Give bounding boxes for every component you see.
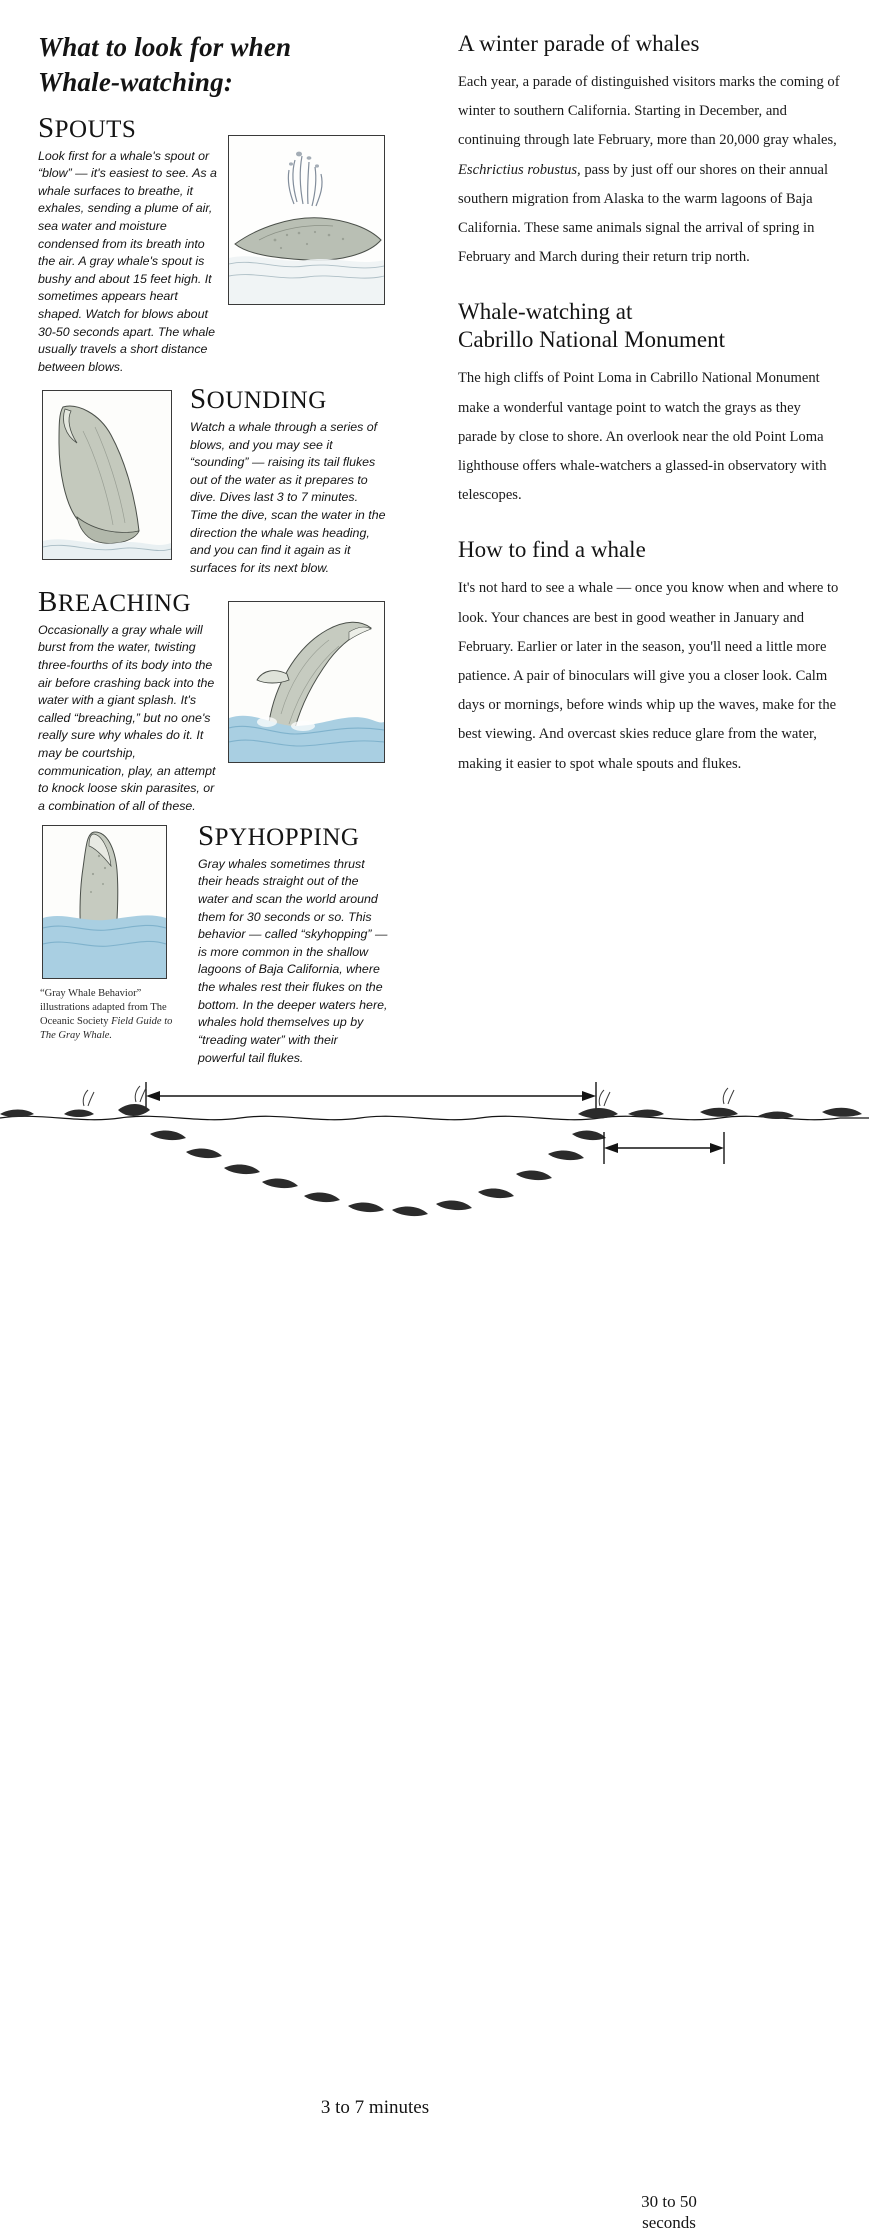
paragraph-winter-parade [458, 68, 840, 272]
section-breaching-body: Occasionally a gray whale will burst from the water, twisting three-fourths of its body into the air before crashing back into the water with a giant splash. It's called “breaching,” but no one's really sure why whales do it. It may be courtship, communication, play, an attempt to knock loose skin parasites, or a combination of all of these. [38, 622, 216, 813]
section-spouts-body: Look first for a whale's spout or “blow” — it's easiest to see. As a whale surfaces to breathe, it exhales, sending a plume of air, sea water and moisture condensed from its breath into the air. A gray whale's spout is bushy and about 15 feet high. It sometimes appears heart shaped. Watch for blows about 30-50 seconds apart. The whale usually travels a short distance between blows. [38, 148, 217, 374]
label-30-to-50-line2: seconds [642, 2212, 696, 2232]
section-sounding [38, 384, 388, 577]
section-breaching [38, 587, 388, 817]
heading-cabrillo-line2: Cabrillo National Monument [458, 327, 726, 353]
page-title-line2: Whale-watching: [38, 66, 234, 97]
section-spyhopping-heading: SPYHOPPING [198, 820, 360, 853]
winter-text-b: pass by just off our shores on their annual southern migration from Alaska to the warm lagoons of Baja California. These same animals signal the arrival of spring in February and March during their return trip north. [458, 161, 829, 266]
right-column [458, 30, 840, 785]
label-30-to-50-seconds [596, 2192, 742, 2233]
spyhopping-illustration-svg [43, 826, 166, 978]
credit-line3: Field Guide to The Gray Whale. [40, 1016, 173, 1041]
species-name: Eschrictius robustus, [458, 161, 581, 178]
sounding-illustration-svg [43, 391, 171, 559]
illustration-credit [40, 987, 190, 1042]
credit-line2: adapted from The Oceanic Society [40, 1002, 167, 1028]
label-30-to-50-line1: 30 to 50 [641, 2192, 697, 2211]
credit-line1: “Gray Whale Behavior” illustrations [40, 988, 142, 1014]
label-3-to-7-minutes: 3 to 7 minutes [320, 2097, 430, 2118]
heading-cabrillo-line1: Whale-watching at [458, 299, 633, 325]
winter-text-a: Each year, a parade of distinguished visitors marks the coming of winter to southern California. Starting in December, and continuing through late February, more than 20,000 gray whales, [458, 74, 840, 149]
page-title [38, 30, 388, 99]
page-title-line1: What to look for when [38, 32, 292, 62]
section-spouts [38, 113, 388, 376]
sounding-illustration [42, 390, 172, 560]
heading-cabrillo [458, 298, 840, 354]
spyhopping-illustration [42, 825, 167, 979]
heading-how-to-find: How to find a whale [458, 537, 646, 563]
dive-timing-diagram [0, 1040, 869, 2232]
breaching-illustration-svg [229, 602, 384, 762]
paragraph-cabrillo: The high cliffs of Point Loma in Cabrillo National Monument make a wonderful vantage point to watch the grays as they parade by close to shore. An overlook near the old Point Loma lighthouse offers whale-watchers a glassed-in observatory with telescopes. [458, 370, 827, 504]
dive-timing-diagram-svg [0, 1040, 869, 1258]
section-breaching-heading: BREACHING [38, 586, 192, 619]
section-sounding-body: Watch a whale through a series of blows, and you may see it “sounding” — raising its tail flukes out of the water as it prepares to dive. Dives last 3 to 7 minutes. Time the dive, scan the water in the direction the whale was heading, and you can find it again as it surfaces for its next blow. [190, 419, 386, 575]
spout-illustration [228, 135, 385, 305]
paragraph-how-to-find: It's not hard to see a whale — once you know when and where to look. Your chances are best in good weather in January and February. Earlier or later in the season, you'll need a little more patience. A pair of binoculars will give you a closer look. Calm days or mornings, before winds whip up the waves, make for the best viewing. And overcast skies reduce glare from the water, making it easier to spot whale spouts and flukes. [458, 580, 839, 772]
section-sounding-heading: SOUNDING [190, 383, 327, 416]
section-spouts-heading: SPOUTS [38, 112, 137, 145]
spout-illustration-svg [229, 136, 384, 304]
breaching-illustration [228, 601, 385, 763]
section-spyhopping-body: Gray whales sometimes thrust their heads straight out of the water and scan the world around them for 30 seconds or so. This behavior — called “skyhopping” — is more common in the shallow lagoons of Baja California, where the whales rest their flukes on the bottom. In the deeper waters here, whales hold themselves up by “treading water” with their powerful tail flukes. [198, 856, 388, 1065]
left-column [38, 30, 388, 1067]
heading-winter-parade: A winter parade of whales [458, 31, 700, 56]
section-spyhopping [38, 821, 388, 1067]
